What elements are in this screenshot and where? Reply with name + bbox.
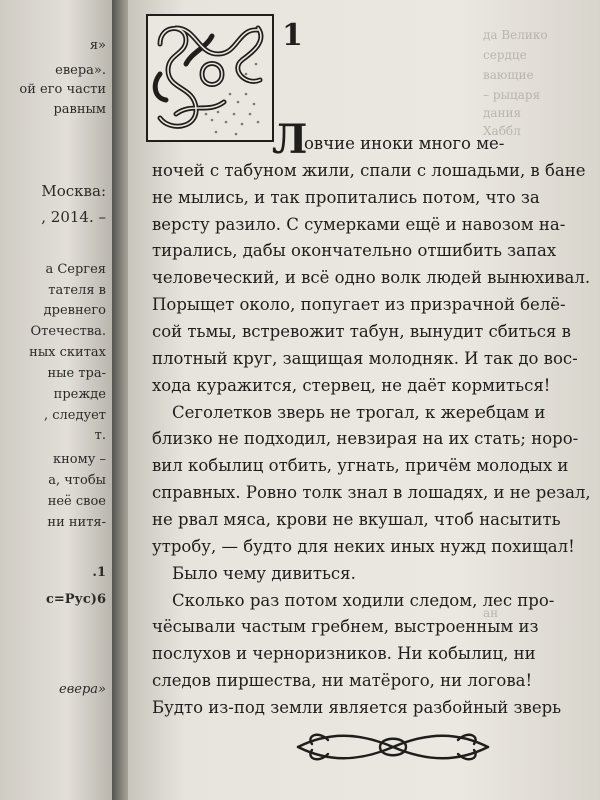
left-text-line: ные тра- [47, 366, 106, 381]
body-text-line: сой тьмы, встревожит табун, вынудит сбиться в [152, 322, 571, 341]
left-text-line: ных скитах [29, 345, 106, 360]
left-text-line: евера» [59, 682, 106, 697]
left-text-line: .1 [92, 565, 106, 580]
body-text-line: вил кобылиц отбить, угнать, причём молодых и [152, 456, 569, 476]
body-text-line: послухов и черноризников. Ни кобылиц, ни [152, 644, 536, 664]
body-text-line: человеческий, и всё одно волк людей вынюхивал. [152, 268, 591, 288]
left-text-line: тателя в [48, 283, 106, 298]
body-text-line: Было чему дивиться. [172, 563, 356, 583]
bleed-through-line: вающие [483, 68, 534, 82]
body-text-line: плотный круг, защищая молодняк. И так до вос- [152, 348, 578, 368]
body-text-line: версту разило. С сумерками ещё и навозом на- [152, 214, 566, 234]
body-text-line: не мылись, и так пропитались потом, что за [152, 187, 540, 207]
left-text-line: я» [89, 38, 106, 53]
body-text-line: тирались, дабы окончательно отшибить запах [152, 241, 557, 261]
left-text-line: неё свое [47, 494, 106, 509]
bleed-through-line: ан [483, 606, 499, 620]
body-text-line: справных. Ровно толк знал в лошадях, и не резал, [152, 483, 591, 503]
left-text-line: равным [53, 102, 106, 117]
bleed-through-line: сердце [483, 48, 527, 62]
left-page [0, 0, 112, 800]
left-text-line: т. [94, 428, 106, 443]
left-text-line: с=Рус)6 [45, 592, 106, 607]
left-text-line: а Сергея [45, 262, 106, 277]
bleed-through-line: – рыцаря [483, 88, 541, 102]
body-text-line: Сколько раз потом ходили следом, лес про- [172, 590, 555, 610]
left-text-line: ой его части [19, 82, 106, 97]
body-text-line: Будто из-под земли является разбойный зверь [152, 698, 562, 717]
body-text-line: следов пиршества, ни матёрого, ни логова! [152, 671, 533, 691]
right-page [128, 0, 600, 800]
drop-cap-letter: Л [272, 116, 308, 163]
left-text-line: а, чтобы [48, 473, 106, 488]
body-text-line: Порыщет около, попугает из призрачной белё- [152, 295, 566, 315]
left-text-line: прежде [53, 387, 106, 402]
left-text-line: древнего [43, 303, 106, 318]
left-text-line: Москва: [41, 182, 106, 200]
left-text-line: , следует [43, 408, 106, 423]
body-text-line: чёсывали частым гребнем, выстроенным из [152, 617, 539, 637]
left-text-line: кному – [52, 452, 106, 467]
left-text-line: евера». [55, 63, 106, 78]
body-text-line: Сеголетков зверь не трогал, к жеребцам и [172, 402, 546, 422]
body-text-line: хода куражится, стервец, не даёт кормиться! [152, 375, 551, 395]
body-text-line: овчие иноки много ме- [304, 134, 505, 153]
body-text-line: ночей с табуном жили, спали с лошадьми, в бане [152, 160, 586, 180]
left-text-line: ни нитя- [47, 515, 106, 530]
bleed-through-line: да Велико [483, 28, 548, 42]
body-text-line: близко не подходил, невзирая на их стать; норо- [152, 429, 579, 449]
left-text-line: , 2014. – [41, 208, 106, 226]
celtic-ornament-divider [288, 724, 498, 770]
celtic-knot-drop-cap-frame [146, 14, 274, 142]
body-text-line: не рвал мяса, крови не вкушал, чтоб насытить [152, 510, 561, 529]
chapter-number: 1 [282, 18, 303, 53]
bleed-through-line: дания [483, 106, 522, 120]
bleed-through-line: Хаббл [483, 124, 521, 138]
left-text-line: Отечества. [30, 324, 106, 339]
body-text-line: утробу, — будто для неких иных нужд похищал! [152, 536, 575, 556]
